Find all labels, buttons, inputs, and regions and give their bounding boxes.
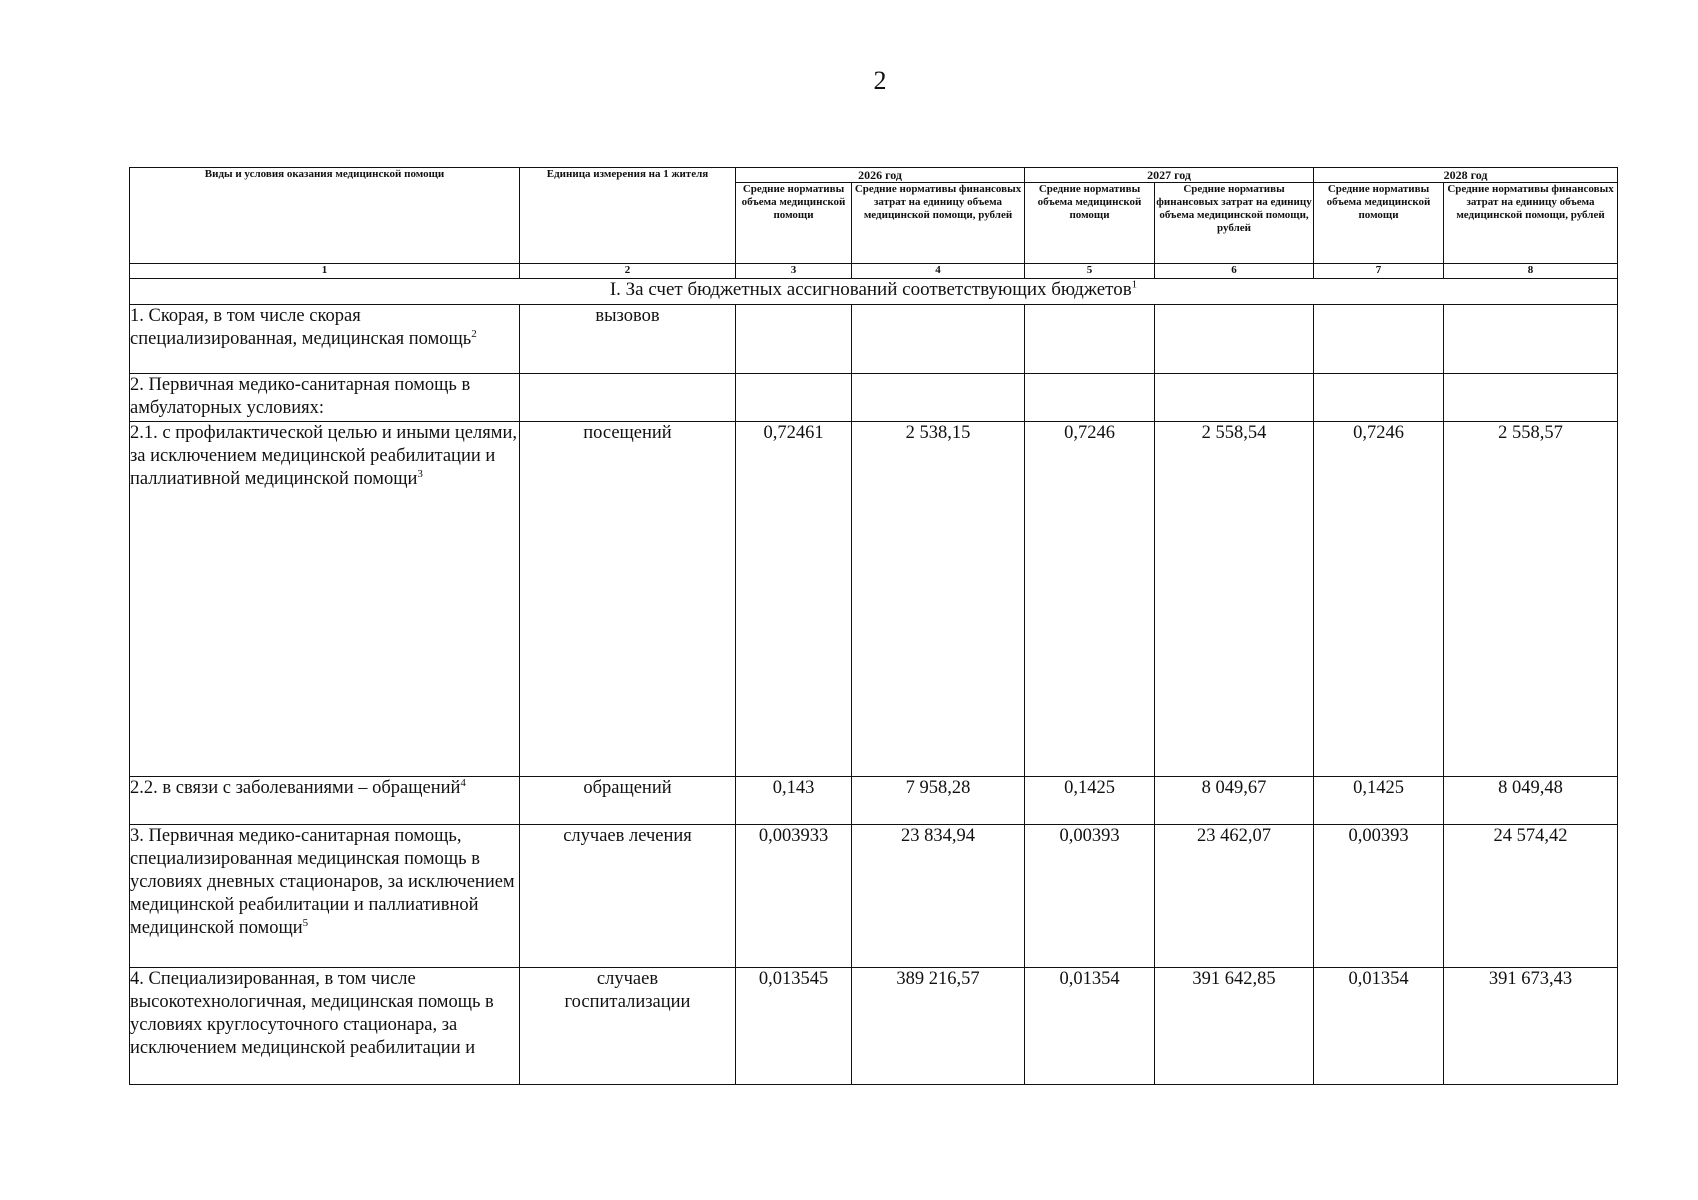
row-unit: вызовов xyxy=(520,305,736,374)
row-footnote: 3 xyxy=(417,467,423,480)
volume-2026 xyxy=(736,374,852,422)
cost-2028 xyxy=(1444,305,1618,374)
column-number: 5 xyxy=(1025,264,1155,279)
page-number: 2 xyxy=(873,66,887,95)
column-number: 1 xyxy=(130,264,520,279)
volume-2027: 0,1425 xyxy=(1025,777,1155,825)
column-number: 2 xyxy=(520,264,736,279)
cost-2028: 2 558,57 xyxy=(1444,422,1618,777)
cost-2027 xyxy=(1155,374,1314,422)
volume-2027 xyxy=(1025,374,1155,422)
row-unit: обращений xyxy=(520,777,736,825)
row-footnote: 2 xyxy=(471,327,477,340)
cost-2028: 8 049,48 xyxy=(1444,777,1618,825)
cost-2028 xyxy=(1444,374,1618,422)
cost-2027: 8 049,67 xyxy=(1155,777,1314,825)
volume-2026: 0,72461 xyxy=(736,422,852,777)
column-number: 7 xyxy=(1314,264,1444,279)
cost-2026: 2 538,15 xyxy=(852,422,1025,777)
volume-2026: 0,013545 xyxy=(736,968,852,1085)
volume-2028 xyxy=(1314,305,1444,374)
cost-2027: 391 642,85 xyxy=(1155,968,1314,1085)
volume-2027 xyxy=(1025,305,1155,374)
cost-2026: 389 216,57 xyxy=(852,968,1025,1085)
column-number: 4 xyxy=(852,264,1025,279)
volume-2026: 0,143 xyxy=(736,777,852,825)
volume-2026 xyxy=(736,305,852,374)
row-name-text: 2.1. с профилактической целью и иными целями, за исключением медицинской реабилитации и паллиативной медицинской помощи xyxy=(130,423,517,489)
row-footnote: 5 xyxy=(302,916,309,929)
cost-2026 xyxy=(852,305,1025,374)
volume-2028: 0,00393 xyxy=(1314,825,1444,968)
volume-2028: 0,7246 xyxy=(1314,422,1444,777)
header-care-types: Виды и условия оказания медицинской помощи xyxy=(130,168,520,264)
row-footnote: 4 xyxy=(460,776,466,789)
volume-2028: 0,1425 xyxy=(1314,777,1444,825)
cost-2028: 24 574,42 xyxy=(1444,825,1618,968)
cost-2028: 391 673,43 xyxy=(1444,968,1618,1085)
column-number: 3 xyxy=(736,264,852,279)
row-name xyxy=(130,825,520,968)
row-name xyxy=(130,305,520,374)
row-name xyxy=(130,422,520,777)
section-footnote: 1 xyxy=(1131,278,1138,291)
cost-2027: 23 462,07 xyxy=(1155,825,1314,968)
header-year-2026: 2026 год xyxy=(736,168,1025,183)
medical-care-norms-table xyxy=(129,167,1618,1085)
header-volume-2027: Средние нормативы объема медицинской помощи xyxy=(1025,183,1155,264)
header-year-2028: 2028 год xyxy=(1314,168,1618,183)
header-volume-2026: Средние нормативы объема медицинской помощи xyxy=(736,183,852,264)
row-unit: посещений xyxy=(520,422,736,777)
row-name xyxy=(130,968,520,1085)
row-name-text: 2.2. в связи с заболеваниями – обращений xyxy=(130,778,461,798)
cost-2027: 2 558,54 xyxy=(1155,422,1314,777)
cost-2026: 7 958,28 xyxy=(852,777,1025,825)
column-number: 6 xyxy=(1155,264,1314,279)
volume-2027: 0,01354 xyxy=(1025,968,1155,1085)
volume-2026: 0,003933 xyxy=(736,825,852,968)
row-name xyxy=(130,777,520,825)
row-unit-line: госпитализации xyxy=(564,992,691,1012)
section-title-row xyxy=(130,279,1618,305)
header-volume-2028: Средние нормативы объема медицинской помощи xyxy=(1314,183,1444,264)
row-unit: случаев лечения xyxy=(520,825,736,968)
row-name-text: 4. Специализированная, в том числе высокотехнологичная, медицинская помощь в условиях круглосуточного стационара, за исключением медицинской реабилитации и xyxy=(130,969,494,1058)
row-unit-line: случаев xyxy=(596,969,659,989)
cost-2026 xyxy=(852,374,1025,422)
section-title: I. За счет бюджетных ассигнований соответствующих бюджетов xyxy=(609,279,1132,300)
row-unit xyxy=(520,374,736,422)
header-year-2027: 2027 год xyxy=(1025,168,1314,183)
header-cost-2026: Средние нормативы финансовых затрат на единицу объема медицинской помощи, рублей xyxy=(852,183,1025,264)
header-cost-2027: Средние нормативы финансовых затрат на единицу объема медицинской помощи, рублей xyxy=(1155,183,1314,264)
row-unit xyxy=(520,968,736,1085)
cost-2027 xyxy=(1155,305,1314,374)
header-cost-2028: Средние нормативы финансовых затрат на единицу объема медицинской помощи, рублей xyxy=(1444,183,1618,264)
row-name-text: 1. Скорая, в том числе скорая специализированная, медицинская помощь xyxy=(130,306,472,349)
row-name-text: 2. Первичная медико-санитарная помощь в амбулаторных условиях: xyxy=(130,375,471,418)
cost-2026: 23 834,94 xyxy=(852,825,1025,968)
volume-2028 xyxy=(1314,374,1444,422)
header-unit: Единица измерения на 1 жителя xyxy=(520,168,736,264)
volume-2027: 0,7246 xyxy=(1025,422,1155,777)
volume-2028: 0,01354 xyxy=(1314,968,1444,1085)
row-name xyxy=(130,374,520,422)
row-name-text: 3. Первичная медико-санитарная помощь, специализированная медицинская помощь в условиях дневных стационаров, за исключением медицинской реабилитации и паллиативной медицинской помощи xyxy=(130,826,515,938)
volume-2027: 0,00393 xyxy=(1025,825,1155,968)
column-number: 8 xyxy=(1444,264,1618,279)
